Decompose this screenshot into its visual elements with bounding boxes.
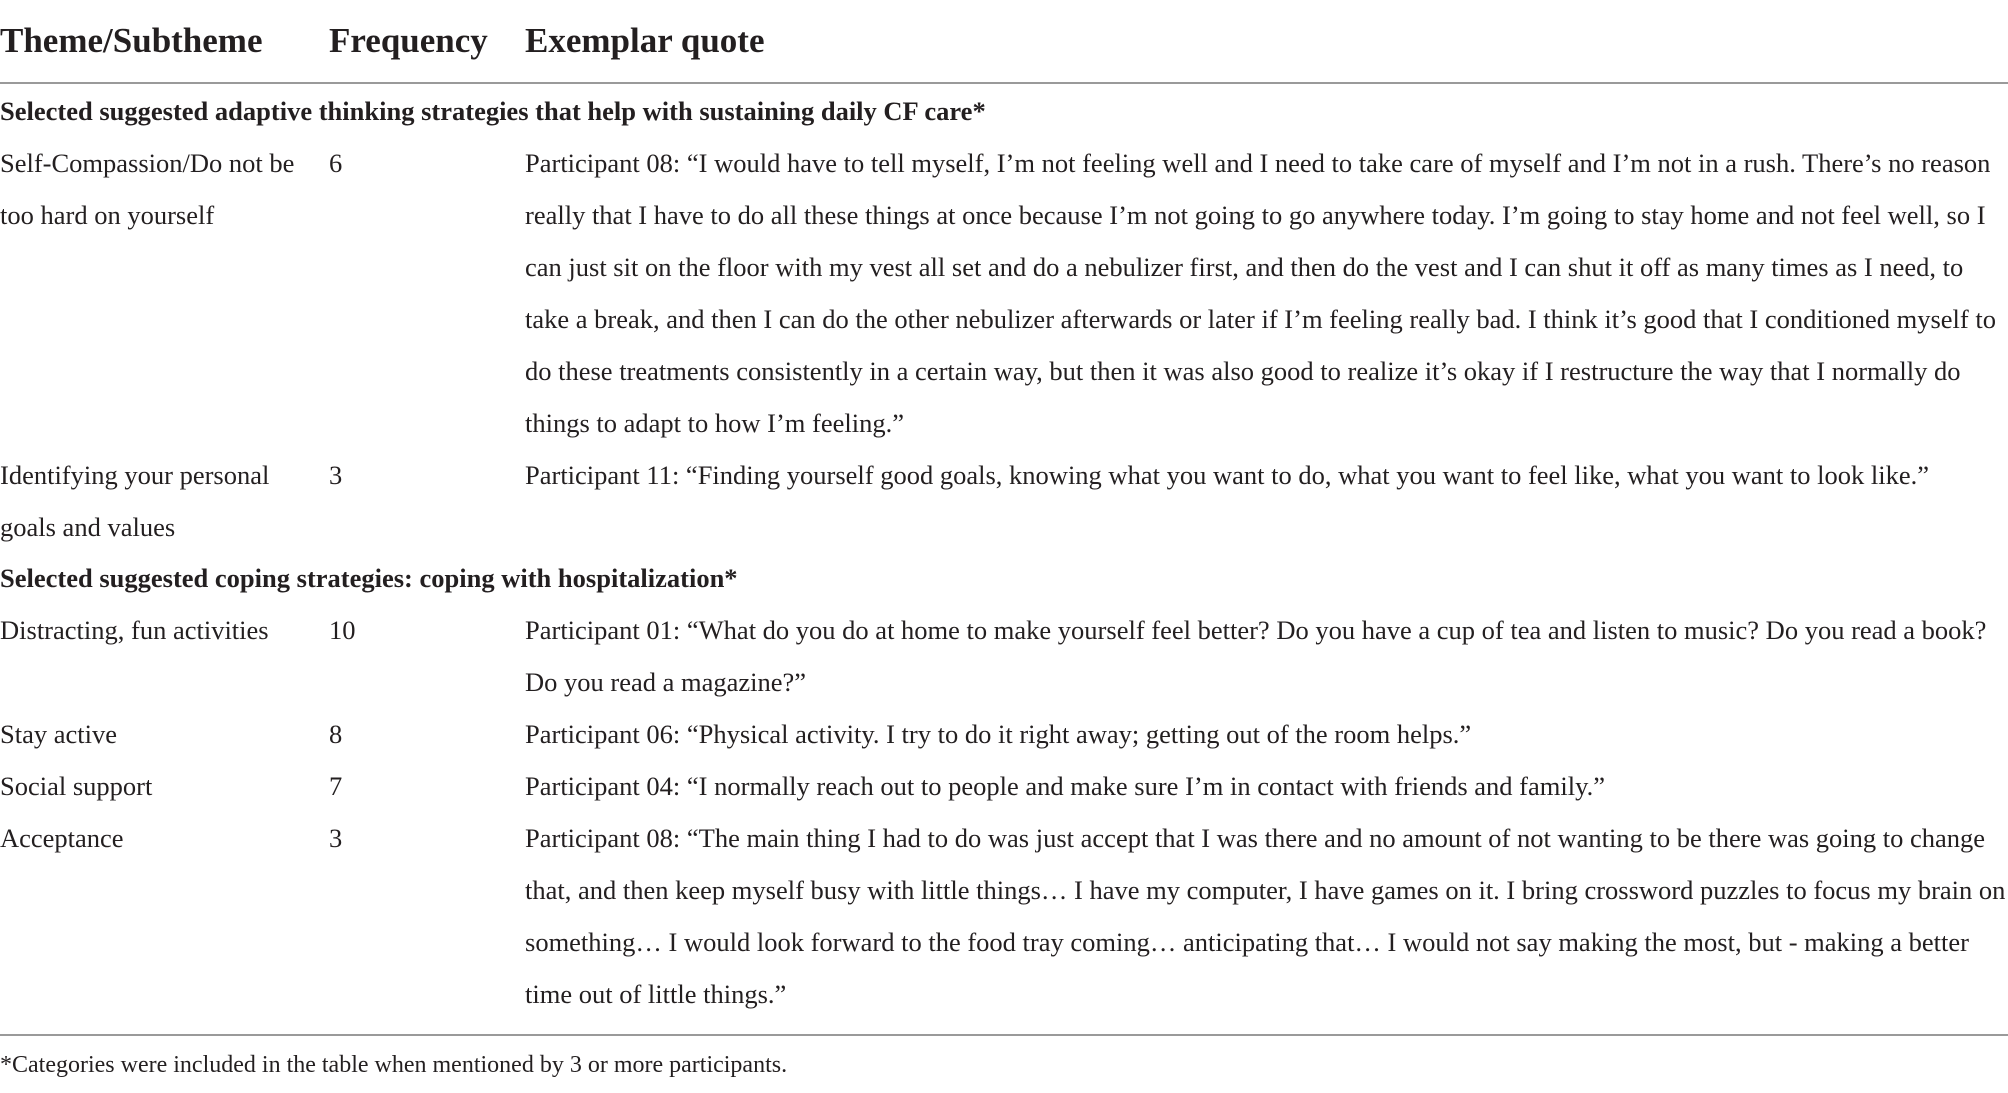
table-row [0, 449, 2008, 553]
theme-cell: Distracting, fun activities [0, 615, 269, 645]
theme-cell: Self-Compassion/Do not be too hard on yourself [0, 148, 295, 230]
table-row [0, 760, 2008, 812]
table-row [0, 708, 2008, 760]
frequency-cell: 6 [329, 148, 343, 178]
theme-cell: Social support [0, 771, 153, 801]
table-header-row [0, 0, 2008, 83]
frequency-cell: 3 [329, 460, 343, 490]
frequency-cell: 8 [329, 719, 343, 749]
section-title: Selected suggested coping strategies: coping with hospitalization* [0, 563, 738, 593]
quote-cell: Participant 01: “What do you do at home to make yourself feel better? Do you have a cup of tea and listen to music? Do you read a book? Do you read a magazine?” [525, 615, 1987, 697]
table-footnote: *Categories were included in the table when mentioned by 3 or more participants. [0, 1035, 2008, 1080]
footnote-row [0, 1035, 2008, 1080]
quote-cell: Participant 08: “I would have to tell myself, I’m not feeling well and I need to take care of myself and I’m not in a rush. There’s no reason really that I have to do all these things at once because I’m not going to go anywhere today. I’m going to stay home and not feel well, so I can just sit on the floor with my vest all set and do a nebulizer first, and then do the vest and I can shut it off as many times as I need, to take a break, and then I can do the other nebulizer afterwards or later if I’m feeling really bad. I think it’s good that I conditioned myself to do these treatments consistently in a certain way, but then it was also good to realize it’s okay if I restructure the way that I normally do things to adapt to how I’m feeling.” [525, 148, 1996, 438]
quote-cell: Participant 11: “Finding yourself good goals, knowing what you want to do, what you want to feel like, what you want to look like.” [525, 460, 1930, 490]
header-frequency: Frequency [329, 0, 525, 83]
theme-cell: Acceptance [0, 823, 124, 853]
header-quote: Exemplar quote [525, 0, 2008, 83]
section-row-adaptive-thinking [0, 83, 2008, 137]
frequency-cell: 3 [329, 823, 343, 853]
theme-cell: Identifying your personal goals and values [0, 460, 270, 542]
table-row [0, 604, 2008, 708]
table-row [0, 812, 2008, 1035]
frequency-cell: 10 [329, 615, 356, 645]
quote-cell: Participant 06: “Physical activity. I try to do it right away; getting out of the room helps.” [525, 719, 1472, 749]
quote-cell: Participant 08: “The main thing I had to do was just accept that I was there and no amount of not wanting to be there was going to change that, and then keep myself busy with little things… I have my computer, I have games on it. I bring crossword puzzles to focus my brain on something… I would look forward to the food tray coming… anticipating that… I would not say making the most, but - making a better time out of little things.” [525, 823, 2006, 1009]
frequency-cell: 7 [329, 771, 343, 801]
quote-cell: Participant 04: “I normally reach out to people and make sure I’m in contact with friends and family.” [525, 771, 1606, 801]
header-theme: Theme/Subtheme [0, 0, 329, 83]
theme-cell: Stay active [0, 719, 117, 749]
table-row [0, 137, 2008, 449]
section-title: Selected suggested adaptive thinking strategies that help with sustaining daily CF care* [0, 96, 986, 126]
section-row-hospitalization [0, 553, 2008, 604]
